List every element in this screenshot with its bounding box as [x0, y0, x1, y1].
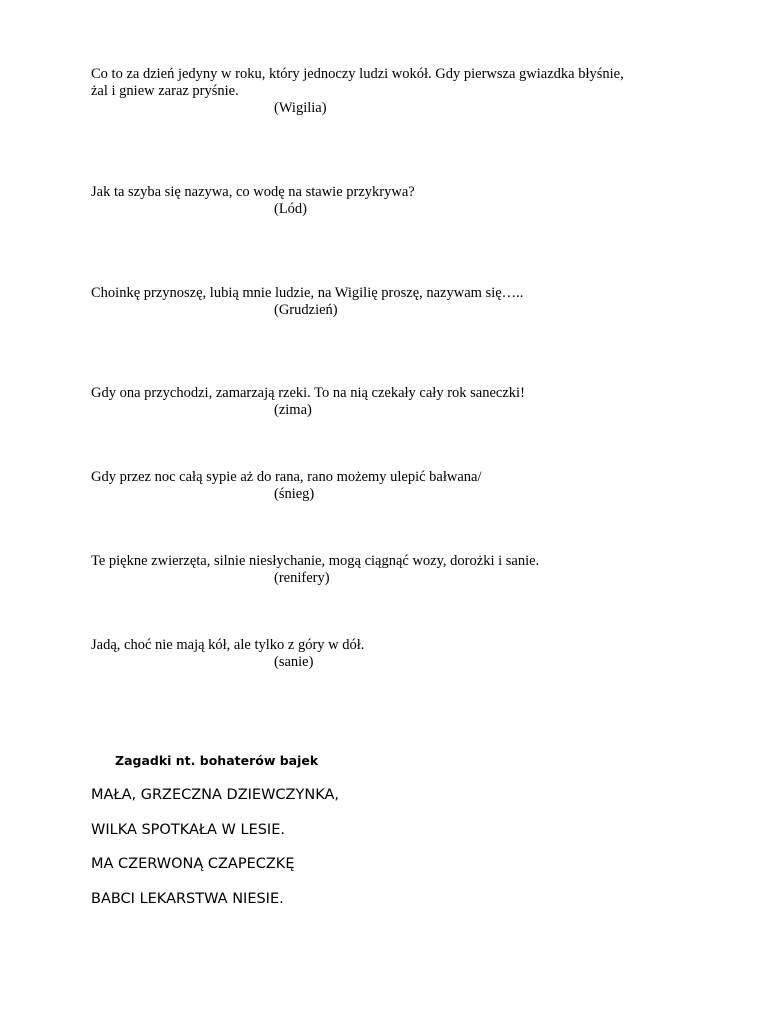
riddle-5-line-1: Gdy przez noc całą sypie aż do rana, rano możemy ulepić bałwana/ [91, 469, 482, 485]
riddle-6-line-1: Te piękne zwierzęta, silnie niesłychanie, mogą ciągnąć wozy, dorożki i sanie. [91, 553, 540, 569]
riddle-2-answer: (Lód) [274, 201, 308, 217]
fairy-riddle-line-1: MAŁA, GRZECZNA DZIEWCZYNKA, [91, 787, 339, 803]
riddle-2-line-1: Jak ta szyba się nazywa, co wodę na stawie przykrywa? [91, 184, 415, 200]
riddle-3-answer: (Grudzień) [274, 302, 338, 318]
fairy-riddle-line-3: MA CZERWONĄ CZAPECZKĘ [91, 856, 295, 872]
riddle-5-answer: (śnieg) [274, 486, 315, 502]
riddle-4-line-1: Gdy ona przychodzi, zamarzają rzeki. To na nią czekały cały rok saneczki! [91, 385, 525, 401]
fairy-riddle-line-4: BABCI LEKARSTWA NIESIE. [91, 891, 284, 907]
riddle-1-answer: (Wigilia) [274, 100, 327, 116]
fairy-riddle-line-2: WILKA SPOTKAŁA W LESIE. [91, 822, 285, 838]
section-title: Zagadki nt. bohaterów bajek [115, 753, 319, 768]
riddle-7-line-1: Jadą, choć nie mają kół, ale tylko z góry w dół. [91, 637, 365, 653]
riddle-7-answer: (sanie) [274, 654, 314, 670]
riddle-4-answer: (zima) [274, 402, 312, 418]
riddle-3-line-1: Choinkę przynoszę, lubią mnie ludzie, na Wigilię proszę, nazywam się….. [91, 285, 524, 301]
riddle-1-line-1: Co to za dzień jedyny w roku, który jednoczy ludzi wokół. Gdy pierwsza gwiazdka błyśnie, [91, 66, 624, 82]
riddle-6-answer: (renifery) [274, 570, 330, 586]
riddle-1-line-2: żal i gniew zaraz pryśnie. [91, 83, 239, 99]
